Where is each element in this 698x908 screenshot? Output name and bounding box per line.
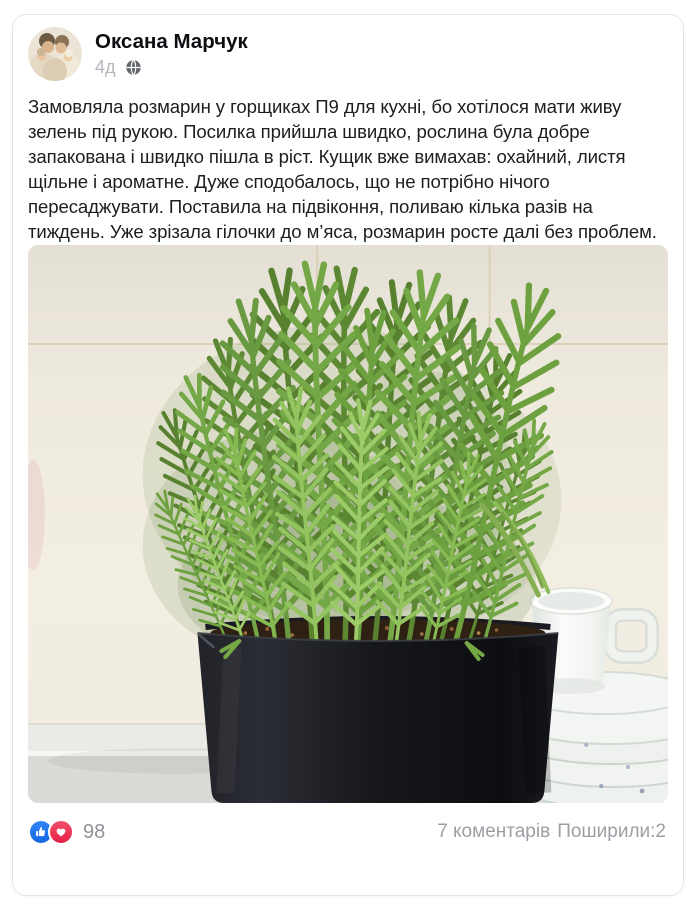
timestamp[interactable]: 4д (95, 57, 116, 78)
author-name[interactable]: Оксана Марчук (95, 29, 248, 53)
black-pot (197, 633, 558, 803)
post-footer (28, 803, 668, 845)
comments-shares (437, 821, 666, 843)
comments-count[interactable]: 7 коментарів (437, 821, 551, 842)
globe-icon (125, 59, 142, 76)
love-icon[interactable] (48, 819, 74, 845)
header-meta (95, 30, 248, 79)
reactions-summary[interactable] (30, 819, 105, 845)
avatar[interactable] (28, 27, 82, 81)
post-header (28, 27, 668, 81)
post-body-text: Замовляла розмарин у горщиках П9 для кухні, бо хотілося мати живу зелень під рукою. Посилка прийшла швидко, рослина була добре запакована і швидко пішла в ріст. Кущик вже вимахав: охайний, листя щільне і ароматне. Дуже сподобалось, що не потрібно нічого пересаджувати. Поставила на підвіконня, поливаю кілька разів на тиждень. Уже зрізала гілочки до м’яса, розмарин росте далі без проблем. (28, 96, 657, 242)
facebook-post-card (12, 14, 684, 896)
reaction-badges (30, 819, 74, 845)
post-meta-row (95, 57, 248, 78)
reaction-count[interactable]: 98 (83, 820, 106, 843)
avatar-image (28, 27, 82, 81)
post-photo[interactable] (28, 245, 668, 803)
shares-count[interactable]: Поширили:2 (557, 821, 666, 842)
